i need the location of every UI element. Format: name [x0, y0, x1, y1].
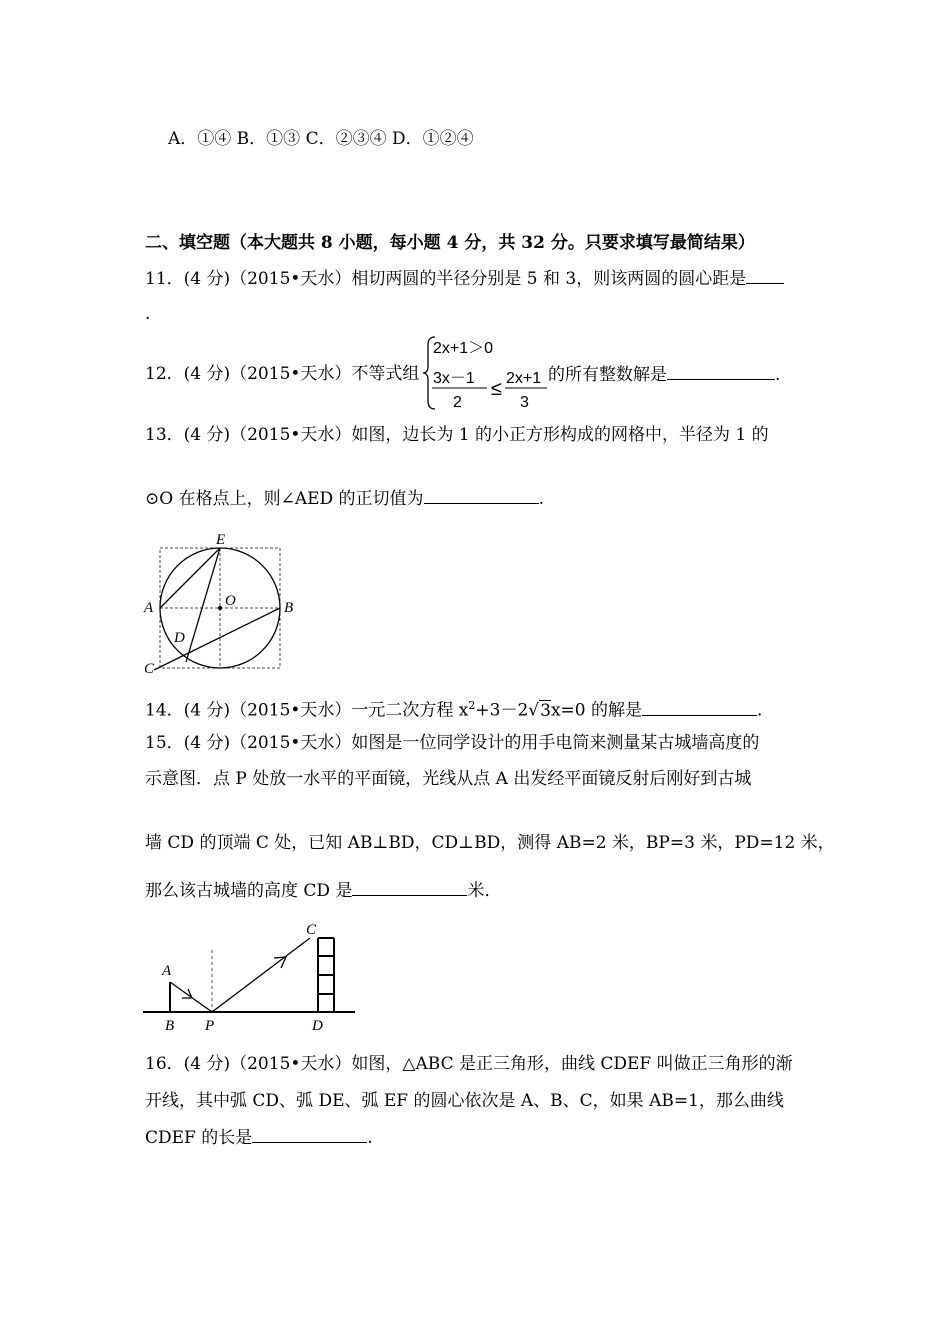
- q12-line: [145, 362, 419, 386]
- q15-line2: 示意图．点 P 处放一水平的平面镜，光线从点 A 出发经平面镜反射后刚好到古城: [145, 769, 752, 789]
- q12-answer-blank[interactable]: [667, 362, 775, 380]
- q13-label-a: A: [144, 600, 154, 616]
- q13-label-c: C: [144, 661, 155, 677]
- q16-answer-blank[interactable]: [252, 1125, 367, 1143]
- q14-suffix: x=0 的解是: [550, 700, 643, 721]
- q15-line4: [145, 878, 501, 903]
- q15-ray-pc: [212, 938, 310, 1012]
- q13-line1: 13．(4 分)（2015•天水）如图，边长为 1 的小正方形构成的网格中，半径为 1 的: [145, 425, 769, 445]
- q15-text: 那么该古城墙的高度 CD 是: [145, 881, 353, 901]
- q11-line1: [145, 266, 784, 291]
- q14-prefix: 14．(4 分)（2015•天水）一元二次方程 x: [145, 700, 469, 721]
- q13-end: .: [538, 489, 544, 509]
- q14-radical-sign: √: [528, 700, 540, 721]
- q16-line1: 16．(4 分)（2015•天水）如图，△ABC 是正三角形，曲线 CDEF 叫做正三角形的渐: [145, 1054, 793, 1074]
- q15-label-c: C: [306, 922, 317, 938]
- section-title: 二、填空题（本大题共 8 小题，每小题 4 分，共 32 分。只要求填写最简结果）: [145, 233, 755, 253]
- q13-answer-blank[interactable]: [424, 486, 539, 504]
- q15-line1: 15．(4 分)（2015•天水）如图是一位同学设计的用手电筒来测量某古城墙高度的: [145, 733, 760, 753]
- q16-end: .: [367, 1128, 373, 1148]
- q12-ineq2-sign: ≤: [491, 378, 502, 400]
- q14-exponent: 2: [468, 699, 476, 712]
- q13-label-d: D: [174, 630, 185, 646]
- q12-ineq2-left-den: 2: [453, 394, 462, 411]
- q12-ineq2-left-num: 3x－1: [433, 370, 475, 387]
- q13-label-o: O: [225, 593, 236, 609]
- q12-prefix: 12．(4 分)（2015•天水）不等式组: [145, 364, 420, 384]
- q15-label-b: B: [165, 1018, 175, 1034]
- q15-label-a: A: [162, 963, 172, 979]
- q13-text: ⊙O 在格点上，则∠AED 的正切值为: [145, 489, 424, 509]
- q16-text: CDEF 的长是: [145, 1128, 253, 1148]
- q15-end: 米．: [467, 881, 502, 901]
- q11-line2: [145, 302, 150, 326]
- q13-figure: [140, 530, 310, 680]
- q12-suffix: 的所有整数解是: [548, 365, 667, 385]
- q16-line3: [145, 1125, 373, 1150]
- q15-line3: 墙 CD 的顶端 C 处，已知 AB⊥BD，CD⊥BD，测得 AB=2 米，BP=3 米，PD=12 米，: [145, 833, 835, 853]
- q12-line-suffix: [548, 362, 780, 387]
- q13-label-b: B: [284, 600, 294, 616]
- q12-inequality-system: [423, 333, 553, 413]
- q12-ineq2-right-num: 2x+1: [506, 370, 542, 387]
- q13-center-dot: [218, 606, 222, 610]
- q15-arrow-head-2: [274, 957, 286, 968]
- q11-answer-blank[interactable]: [746, 266, 784, 284]
- q12-ineq1: 2x+1＞0: [433, 340, 494, 357]
- q11-end: .: [145, 304, 151, 324]
- q15-answer-blank[interactable]: [352, 878, 467, 896]
- q13-line2: [145, 486, 544, 511]
- q14-answer-blank[interactable]: [642, 698, 757, 716]
- q15-figure: [140, 920, 360, 1035]
- q14-end: .: [757, 700, 763, 721]
- q16-line2: 开线，其中弧 CD、弧 DE、弧 EF 的圆心依次是 A、B、C，如果 AB=1，那么曲线: [145, 1091, 784, 1111]
- q15-label-d: D: [312, 1018, 323, 1034]
- q13-segment-cb: [154, 608, 280, 670]
- q11-text: 11．(4 分)（2015•天水）相切两圆的半径分别是 5 和 3，则该两圆的圆心距是: [145, 269, 747, 289]
- q10-options: A．①④ B．①③ C．②③④ D．①②④: [168, 129, 474, 149]
- q12-ineq2-right-den: 3: [520, 394, 529, 411]
- q15-label-p: P: [205, 1018, 215, 1034]
- q14-line: [145, 694, 762, 723]
- q14-mid: +3－2: [475, 700, 529, 721]
- q13-label-e: E: [216, 532, 226, 548]
- q12-end: .: [775, 365, 781, 385]
- q14-radicand: 3: [540, 700, 551, 721]
